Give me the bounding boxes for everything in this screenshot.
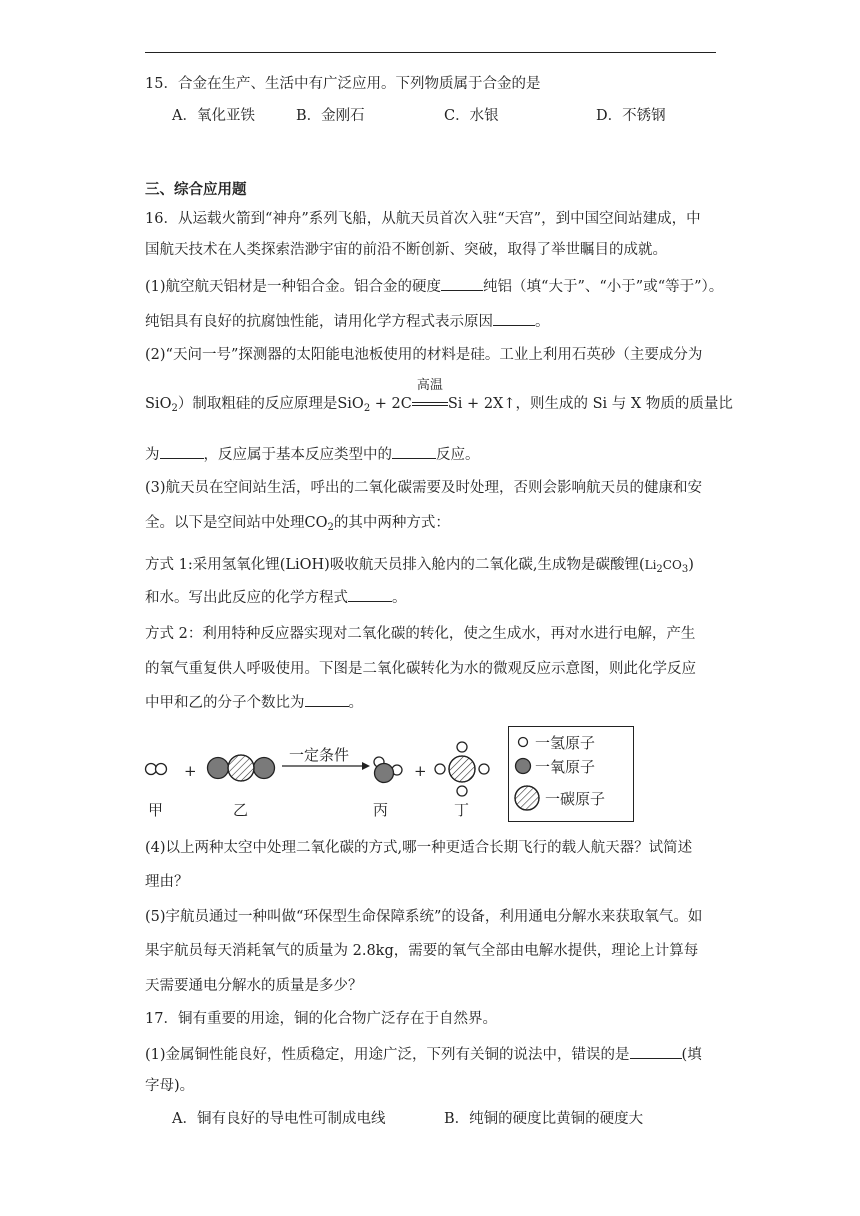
q17-part1-line-1: (1)金属铜性能良好，性质稳定，用途广泛，下列有关铜的说法中，错误的是 (填 — [145, 1044, 702, 1065]
section-heading: 三、综合应用题 — [145, 181, 247, 198]
q16-part1-line-2: 纯铝具有良好的抗腐蚀性能，请用化学方程式表示原因 。 — [145, 311, 550, 332]
diagram-legend — [508, 726, 634, 822]
answer-blank[interactable] — [493, 311, 535, 326]
q15-option-a: A．氧化亚铁 — [172, 108, 255, 124]
q16-part1-line-1: (1)航空航天铝材是一种铝合金。铝合金的硬度 纯铝（填“大于”、“小于”或“等于”）。 — [145, 276, 723, 297]
q17-part1-line-2: 字母)。 — [145, 1078, 195, 1094]
q16-part3-line-2: 全。以下是空间站中处理$CO_2$的其中两种方式： — [145, 515, 450, 533]
q16-method2-line-2: 的氧气重复供人呼吸使用。下图是二氧化碳转化为水的微观反应示意图，则此化学反应 — [145, 661, 696, 677]
oxygen-atom — [375, 764, 394, 783]
answer-blank[interactable] — [441, 276, 483, 291]
hydrogen-atom — [156, 764, 167, 775]
q16-part2-line-3: 为 ，反应属于基本反应类型中的 反应。 — [145, 444, 480, 465]
answer-blank[interactable] — [392, 444, 436, 459]
label-jia: 甲 — [148, 801, 164, 819]
oxygen-atom — [254, 758, 275, 779]
legend-hydrogen: 一氢原子 — [535, 734, 596, 752]
q16-part3-line-1: (3)航天员在空间站生活，呼出的二氧化碳需要及时处理，否则会影响航天员的健康和安 — [145, 480, 703, 496]
top-rule — [145, 52, 716, 53]
q16-part5-line-1: (5)宇航员通过一种叫做“环保型生命保障系统”的设备，利用通电分解水来获取氧气。如 — [145, 909, 703, 925]
q16-part4-line-1: (4)以上两种太空中处理二氧化碳的方式,哪一种更适合长期飞行的载人航天器？试简述 — [145, 840, 693, 856]
oxygen-legend-icon — [516, 759, 531, 774]
plus-sign: + — [414, 762, 427, 780]
q16-intro-line-1: 16．从运载火箭到“神舟”系列飞船，从航天员首次入驻“天宫”，到中国空间站建成，中 — [145, 211, 701, 227]
q17-option-b: B．纯铜的硬度比黄铜的硬度大 — [444, 1111, 644, 1127]
q17-option-a: A．铜有良好的导电性可制成电线 — [172, 1111, 386, 1127]
label-ding: 丁 — [454, 801, 470, 819]
q15-option-c: C．水银 — [444, 108, 499, 124]
molecule-bing — [374, 757, 402, 783]
q16-method1-line-2: 和水。写出此反应的化学方程式 。 — [145, 587, 407, 608]
q16-method2-line-3: 中甲和乙的分子个数比为 。 — [145, 692, 363, 713]
label-yi: 乙 — [233, 801, 249, 819]
label-bing: 丙 — [373, 801, 389, 819]
q16-part5-line-3: 天需要通电分解水的质量是多少？ — [145, 978, 363, 994]
reaction-condition-label: 一定条件 — [289, 746, 350, 764]
hydrogen-legend-icon — [519, 738, 528, 747]
hydrogen-atom — [457, 786, 467, 796]
legend-oxygen: 一氧原子 — [535, 758, 596, 776]
answer-blank[interactable] — [305, 692, 349, 707]
q16-part2-line-1: (2)“天问一号”探测器的太阳能电池板使用的材料是硅。工业上利用石英砂（主要成分为 — [145, 347, 703, 363]
hydrogen-atom — [457, 742, 467, 752]
legend-carbon: 一碳原子 — [545, 790, 606, 808]
equals-sign — [412, 402, 448, 406]
molecule-ding — [435, 742, 489, 796]
hydrogen-atom — [435, 764, 445, 774]
q15-option-b: B．金刚石 — [296, 108, 365, 124]
hydrogen-atom — [479, 764, 489, 774]
q16-part4-line-2: 理由？ — [145, 874, 189, 890]
reaction-condition: 高温 — [412, 394, 448, 414]
answer-blank[interactable] — [160, 444, 204, 459]
answer-blank[interactable] — [630, 1044, 682, 1059]
oxygen-atom — [208, 758, 229, 779]
q16-method1-line-1: 方式 1:采用氢氧化锂(LiOH)吸收航天员排入舱内的二氧化碳,生成物是碳酸锂$(Li_2CO_3)$ — [145, 557, 694, 575]
q16-part5-line-2: 果宇航员每天消耗氧气的质量为 2.8kg，需要的氧气全部由电解水提供，理论上计算每 — [145, 943, 699, 959]
molecule-yi — [208, 755, 275, 781]
q16-intro-line-2: 国航天技术在人类探索浩渺宇宙的前沿不断创新、突破，取得了举世瞩目的成就。 — [145, 242, 667, 258]
molecule-jia — [146, 764, 167, 775]
q15-option-d: D．不锈钢 — [596, 108, 666, 124]
q16-part2-line-2: SiO$_2$）制取粗硅的反应原理是SiO$_2$ + 2C 高温 Si + 2X↑，则生成的 Si 与 X 物质的质量比 — [145, 378, 733, 414]
q17-stem: 17．铜有重要的用途，铜的化合物广泛存在于自然界。 — [145, 1011, 497, 1027]
plus-sign: + — [184, 762, 197, 780]
q15-stem: 15．合金在生产、生活中有广泛应用。下列物质属于合金的是 — [145, 76, 541, 92]
reaction-equation: SiO$_2$ + 2C 高温 Si + 2X↑ — [337, 378, 516, 414]
answer-blank[interactable] — [348, 587, 392, 602]
q16-method2-line-1: 方式 2：利用特种反应器实现对二氧化碳的转化，使之生成水，再对水进行电解，产生 — [145, 626, 696, 642]
